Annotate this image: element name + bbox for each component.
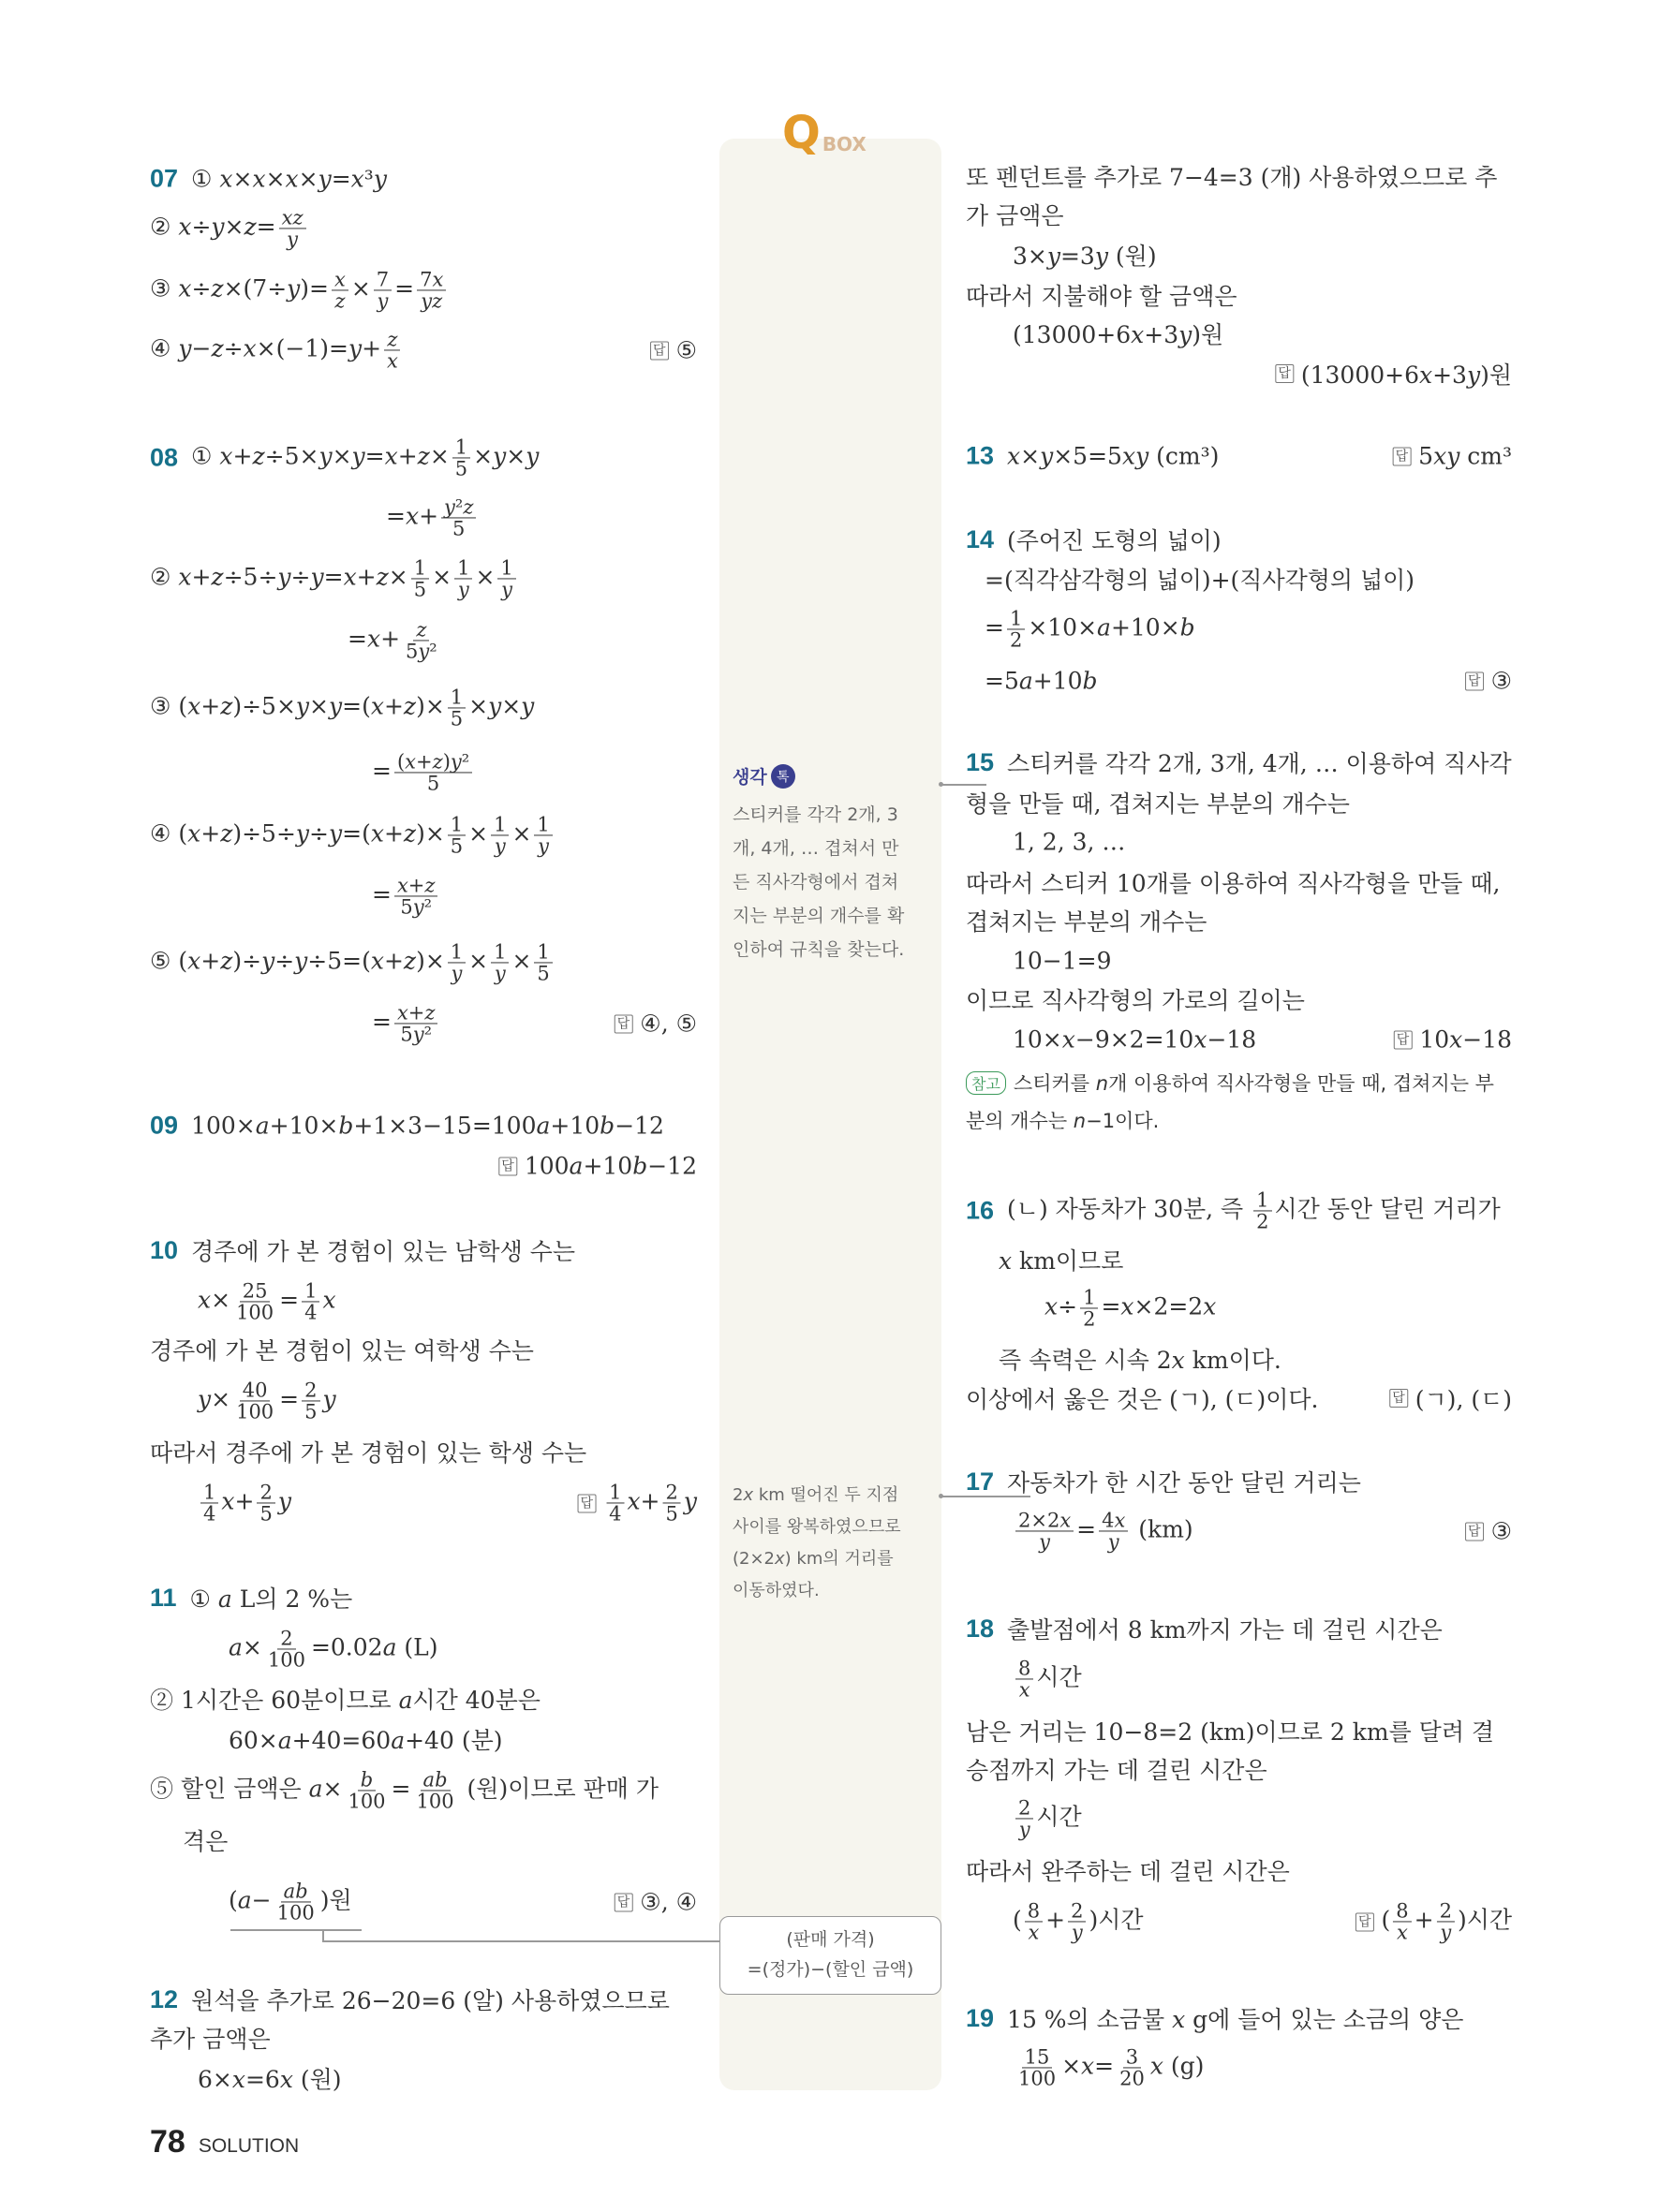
math-line: 따라서 완주하는 데 걸린 시간은 xyxy=(966,1858,1290,1885)
q19-line xyxy=(966,2001,1463,2035)
problem-number: 18 xyxy=(966,1614,995,1643)
q11-line xyxy=(229,1628,438,1670)
q16-line xyxy=(1044,1287,1216,1329)
math-line: (13000+6x+3y)원 xyxy=(1013,321,1224,348)
q12-line xyxy=(150,1983,670,2016)
answer-icon: 답 xyxy=(1465,671,1484,690)
fraction: $\frac{2}{y}$ xyxy=(1437,1900,1455,1942)
problem-number: 13 xyxy=(966,441,995,470)
fraction: $\frac{2}{5}$ xyxy=(302,1379,319,1422)
answer-icon: 답 xyxy=(615,1014,633,1033)
qbox-q-icon: Q xyxy=(782,107,821,159)
answer-icon: 답 xyxy=(498,1157,517,1175)
q11-line xyxy=(229,1880,352,1923)
q07-line xyxy=(150,207,309,249)
math-line: 이상에서 옳은 것은 (ㄱ), (ㄷ)이다. xyxy=(966,1386,1319,1413)
fraction: $\frac{z}{x}$ xyxy=(384,329,401,371)
tip-title: 생각 xyxy=(733,767,767,788)
q10-line xyxy=(198,1379,336,1422)
q12-line xyxy=(1013,238,1157,272)
problem-number: 07 xyxy=(150,164,179,193)
fraction: $\frac{1}{5}$ xyxy=(452,436,470,479)
fraction: $\frac{b}{100}$ xyxy=(348,1768,386,1813)
math-line: 100×a+10×b+1×3−15=100a+10b−12 xyxy=(191,1112,664,1140)
answer-icon: 답 xyxy=(1355,1912,1374,1931)
problem-number: 10 xyxy=(150,1235,179,1264)
q08-line xyxy=(372,875,440,917)
note-line: 2x km 떨어진 두 지점 xyxy=(733,1485,899,1505)
connector-dot xyxy=(939,1494,943,1498)
q18-line xyxy=(966,1752,1267,1786)
q10-answer xyxy=(578,1482,697,1524)
fraction: $\frac{\text{y²z}}{5}$ xyxy=(441,496,476,538)
q11-line xyxy=(183,1823,228,1857)
reference-line: 분의 개수는 n−1이다. xyxy=(966,1110,1160,1132)
q11-line xyxy=(150,1682,541,1716)
note-line: 스티커를 각각 2개, 3 xyxy=(733,804,898,825)
math-line: 추가 금액은 xyxy=(150,2026,271,2053)
q12-answer xyxy=(1275,357,1512,391)
math-line: 남은 거리는 10−8=2 (km)이므로 2 km를 달려 결 xyxy=(966,1718,1495,1746)
fraction: $\frac{x+z}{\text{5y²}}$ xyxy=(394,1002,438,1044)
fraction: $\frac{2}{5}$ xyxy=(257,1482,274,1524)
page-footer xyxy=(150,2124,299,2160)
math-line: $\frac{2}{y}$ 시간 xyxy=(1013,1797,1082,1839)
underline xyxy=(230,1929,362,1931)
problem-number: 17 xyxy=(966,1467,995,1496)
math-line: 가 금액은 xyxy=(966,202,1064,229)
fraction: $\frac{x+z}{\text{5y²}}$ xyxy=(394,875,438,917)
problem-number: 12 xyxy=(150,1984,179,2013)
fraction: $\frac{1}{4}$ xyxy=(302,1280,319,1322)
math-line: 따라서 스티커 10개를 이용하여 직사각형을 만들 때, xyxy=(966,870,1501,897)
answer-value: 100a+10b−12 xyxy=(524,1152,697,1180)
q08-line xyxy=(150,686,534,729)
note-line: (2×2x) km의 거리를 xyxy=(733,1549,894,1569)
math-line: 형을 만들 때, 겹쳐지는 부분의 개수는 xyxy=(966,790,1350,818)
fraction: $\frac{2}{5}$ xyxy=(663,1482,681,1524)
math-line: ⑤ 할인 금액은 a× $\frac{b}{100}$ = $\frac{ab}{100}$ (원)이므로 판매 가 xyxy=(150,1768,659,1813)
math-line: ① x×x×x×y=x³y xyxy=(191,165,387,193)
page-number: 78 xyxy=(150,2124,185,2160)
answer-value: $\frac{1}{4}$ x+ $\frac{2}{5}$ y xyxy=(603,1482,697,1524)
problem-number: 19 xyxy=(966,2003,995,2032)
math-line: ④ (x+z)÷5÷y÷y=(x+z)× $\frac{1}{5}$ × $\frac{1}{y}$ × $\frac{1}{y}$ xyxy=(150,814,555,856)
math-line: 격은 xyxy=(183,1828,229,1855)
answer-value: ⑤ xyxy=(675,336,697,364)
answer-value: 10x−18 xyxy=(1419,1025,1512,1054)
fraction: $\frac{1}{4}$ xyxy=(606,1482,624,1524)
fraction: $\frac{1}{y}$ xyxy=(454,557,472,599)
fraction: $\frac{15}{100}$ xyxy=(1018,2045,1057,2090)
note-line: 인하여 규칙을 찾는다. xyxy=(733,939,905,960)
answer-value: ③ xyxy=(1490,1517,1512,1545)
note-line: 이동하였다. xyxy=(733,1581,820,1600)
answer-icon: 답 xyxy=(578,1494,597,1512)
fraction: $\frac{1}{2}$ xyxy=(1007,608,1025,650)
math-line: 따라서 경주에 가 본 경험이 있는 학생 수는 xyxy=(150,1439,587,1467)
math-line: 10×x−9×2=10x−18 xyxy=(1013,1025,1257,1054)
math-line: 즉 속력은 시속 2x km이다. xyxy=(999,1347,1281,1374)
answer-icon: 답 xyxy=(1394,1030,1413,1049)
answer-value: 5xy cm³ xyxy=(1418,442,1512,470)
math-line: 자동차가 한 시간 동안 달린 거리는 xyxy=(1007,1469,1361,1497)
math-line: 승점까지 가는 데 걸린 시간은 xyxy=(966,1757,1267,1784)
fraction: $\frac{xz}{y}$ xyxy=(279,207,306,249)
q16-line xyxy=(966,1381,1319,1415)
fraction: $\frac{1}{y}$ xyxy=(491,814,509,856)
connector-line xyxy=(322,1929,324,1941)
note-line: 사이를 왕복하였으므로 xyxy=(733,1517,901,1537)
math-line: ② x+z÷5÷y÷y=x+z× $\frac{1}{5}$ × $\frac{1}{y}$ × $\frac{1}{y}$ xyxy=(150,557,519,599)
math-line: ① a L의 2 %는 xyxy=(189,1585,353,1613)
q11-answer xyxy=(615,1889,697,1916)
answer-value: ③, ④ xyxy=(640,1888,697,1916)
q08-line xyxy=(150,941,555,983)
math-line: =x+ $\frac{\text{y²z}}{5}$ xyxy=(386,496,479,538)
fraction: $\frac{\text{(x+z)y²}}{5}$ xyxy=(394,751,472,793)
q14-line xyxy=(985,562,1415,596)
q12-line xyxy=(1013,317,1223,350)
connector-line xyxy=(322,1940,719,1942)
connector-dot xyxy=(939,782,943,787)
fraction: $\frac{8}{x}$ xyxy=(1393,1900,1411,1942)
q08-answer xyxy=(615,1010,697,1038)
q18-line xyxy=(966,1853,1290,1887)
answer-value: ( $\frac{8}{x}$ + $\frac{2}{y}$ )시간 xyxy=(1381,1899,1512,1944)
answer-value: (ㄱ), (ㄷ) xyxy=(1415,1386,1512,1413)
q15-line xyxy=(966,982,1305,1016)
answer-value: ③ xyxy=(1490,667,1512,695)
problem-number: 16 xyxy=(966,1196,995,1225)
q10-line xyxy=(198,1482,291,1524)
q17-line xyxy=(1013,1510,1193,1552)
q07-line xyxy=(150,165,387,194)
price-box-line: =(정가)−(할인 금액) xyxy=(747,1959,914,1980)
math-line: ⑤ (x+z)÷y÷y÷5=(x+z)× $\frac{1}{y}$ × $\frac{1}{y}$ × $\frac{1}{5}$ xyxy=(150,941,555,983)
q10-line xyxy=(150,1333,534,1366)
q14-line xyxy=(966,523,1222,556)
q16-line xyxy=(999,1243,1123,1276)
fraction: $\frac{7}{y}$ xyxy=(374,269,392,311)
note-line: 지는 부분의 개수를 확 xyxy=(733,906,905,926)
q08-line xyxy=(348,619,443,661)
fraction: $\frac{4x}{y}$ xyxy=(1099,1510,1128,1552)
q18-answer xyxy=(1355,1900,1512,1942)
math-line: ② 1시간은 60분이므로 a시간 40분은 xyxy=(150,1687,541,1714)
q14-line xyxy=(985,608,1195,650)
q07-line xyxy=(150,269,449,311)
q16-answer xyxy=(1389,1381,1512,1415)
q13-line xyxy=(966,442,1219,471)
q15-line xyxy=(1013,1026,1256,1054)
q08-line xyxy=(150,436,539,479)
math-line: 이므로 직사각형의 가로의 길이는 xyxy=(966,987,1305,1014)
q13-answer xyxy=(1393,443,1512,470)
math-line: a× $\frac{2}{100}$ =0.02a (L) xyxy=(229,1627,438,1672)
fraction: $\frac{25}{100}$ xyxy=(236,1279,274,1324)
math-line: 10−1=9 xyxy=(1013,947,1112,975)
fraction: $\frac{2}{y}$ xyxy=(1068,1900,1086,1942)
math-line: x×y×5=5xy (cm³) xyxy=(1007,442,1220,470)
fraction: $\frac{7x}{yz}$ xyxy=(417,269,446,311)
fraction: $\frac{8}{x}$ xyxy=(1015,1658,1033,1700)
math-line: x× $\frac{25}{100}$ = $\frac{1}{4}$ x xyxy=(198,1279,336,1324)
math-line: 원석을 추가로 26−20=6 (알) 사용하였으므로 xyxy=(191,1987,670,2014)
fraction: $\frac{1}{5}$ xyxy=(411,557,429,599)
math-line: 따라서 지불해야 할 금액은 xyxy=(966,283,1237,310)
tip-note xyxy=(733,798,929,966)
math-line: =5a+10b xyxy=(985,667,1098,695)
fraction: $\frac{1}{y}$ xyxy=(491,941,509,983)
fraction: $\frac{40}{100}$ xyxy=(236,1379,274,1423)
q08-line xyxy=(372,751,475,793)
math-line: 겹쳐지는 부분의 개수는 xyxy=(966,908,1207,936)
q12-line xyxy=(966,198,1064,231)
math-line: 또 펜던트를 추가로 7−4=3 (개) 사용하였으므로 추 xyxy=(966,164,1498,191)
q18-line xyxy=(1013,1797,1082,1839)
math-line: 출발점에서 8 km까지 가는 데 걸린 시간은 xyxy=(1007,1616,1443,1644)
math-line: = $\frac{\text{(x+z)y²}}{5}$ xyxy=(372,751,475,793)
answer-icon: 답 xyxy=(615,1893,633,1911)
problem-number: 14 xyxy=(966,524,995,553)
math-line: =(직각삼각형의 넓이)+(직사각형의 넓이) xyxy=(985,567,1415,594)
q18-line xyxy=(966,1612,1443,1645)
q18-line xyxy=(1013,1658,1082,1700)
math-line: 15 %의 소금물 x g에 들어 있는 소금의 양은 xyxy=(1007,2006,1464,2033)
note-line: 든 직사각형에서 겹쳐 xyxy=(733,872,899,892)
math-line: 3×y=3y (원) xyxy=(1013,243,1157,270)
q07-line xyxy=(150,329,404,371)
fraction: $\frac{1}{2}$ xyxy=(1080,1287,1098,1329)
q18-line xyxy=(1013,1900,1144,1942)
math-line: = $\frac{x+z}{\text{5y²}}$ xyxy=(372,875,440,917)
q18-line xyxy=(966,1714,1494,1747)
fraction: $\frac{1}{5}$ xyxy=(448,814,466,856)
q15-line xyxy=(966,865,1500,899)
tip-heading xyxy=(733,763,795,789)
q12-line xyxy=(966,159,1497,193)
answer-icon: 답 xyxy=(1465,1522,1484,1541)
fraction: $\frac{1}{5}$ xyxy=(448,686,466,729)
problem-number: 15 xyxy=(966,747,995,776)
answer-value: ④, ⑤ xyxy=(640,1010,697,1038)
q09-answer xyxy=(498,1153,697,1180)
math-line: (주어진 도형의 넓이) xyxy=(1007,527,1222,554)
fraction: $\frac{x}{z}$ xyxy=(332,269,348,311)
math-line: $\frac{2\times 2x}{y}$ = $\frac{4x}{y}$ (km) xyxy=(1013,1510,1193,1552)
math-line: ( $\frac{8}{x}$ + $\frac{2}{y}$ )시간 xyxy=(1013,1899,1144,1944)
fraction: $\frac{1}{4}$ xyxy=(200,1482,218,1524)
fraction: $\frac{z}{\text{5y²}}$ xyxy=(406,618,437,663)
q11-line xyxy=(150,1581,352,1615)
math-line: y× $\frac{40}{100}$ = $\frac{2}{5}$ y xyxy=(198,1379,336,1423)
note-line: 개, 4개, … 겹쳐서 만 xyxy=(733,838,899,859)
q08-line xyxy=(150,814,555,856)
q16-line xyxy=(966,1189,1501,1231)
math-line: 스티커를 각각 2개, 3개, 4개, … 이용하여 직사각 xyxy=(1007,750,1512,777)
q11-line xyxy=(150,1769,659,1811)
problem-number: 09 xyxy=(150,1111,179,1140)
q08-line xyxy=(372,1002,440,1044)
q10-line xyxy=(198,1280,336,1322)
q11-line xyxy=(229,1722,502,1756)
price-formula-box xyxy=(719,1916,941,1995)
tip-badge-icon: 톡 xyxy=(771,764,795,789)
q08-line xyxy=(150,557,519,599)
note-17 xyxy=(733,1480,929,1607)
fraction: $\frac{1}{y}$ xyxy=(534,814,552,856)
q14-line xyxy=(985,668,1098,695)
q15-line xyxy=(966,745,1512,779)
math-line: 6×x=6x (원) xyxy=(198,2066,342,2093)
q15-reference xyxy=(966,1106,1159,1134)
q15-line xyxy=(966,786,1350,819)
price-box-line: (판매 가격) xyxy=(786,1929,875,1950)
answer-icon: 답 xyxy=(1389,1389,1408,1408)
qbox-panel xyxy=(719,139,941,2090)
q17-line xyxy=(966,1465,1361,1498)
q14-answer xyxy=(1465,668,1512,695)
q12-line xyxy=(150,2021,271,2055)
math-line: 1, 2, 3, … xyxy=(1013,828,1126,856)
q12-line xyxy=(966,278,1237,312)
q16-line xyxy=(999,1342,1281,1376)
math-line: $\frac{8}{x}$ 시간 xyxy=(1013,1658,1082,1700)
math-line: =x+ $\frac{z}{\text{5y²}}$ xyxy=(348,619,443,661)
fraction: $\frac{3}{20}$ xyxy=(1119,2045,1145,2090)
fraction: $\frac{ab}{100}$ xyxy=(276,1880,315,1924)
math-line: ③ (x+z)÷5×y×y=(x+z)× $\frac{1}{5}$ ×y×y xyxy=(150,686,535,730)
q17-answer xyxy=(1465,1518,1512,1545)
problem-number: 08 xyxy=(150,443,179,472)
fraction: $\frac{ab}{100}$ xyxy=(416,1768,454,1813)
fraction: $\frac{1}{y}$ xyxy=(448,941,466,983)
math-line: ② x÷y×z= $\frac{xz}{y}$ xyxy=(150,207,309,249)
math-line: x km이므로 xyxy=(999,1247,1124,1275)
q15-line xyxy=(1013,829,1125,856)
answer-icon: 답 xyxy=(650,341,669,360)
fraction: $\frac{2\times 2x}{y}$ xyxy=(1015,1510,1074,1552)
q19-line xyxy=(1013,2046,1204,2088)
math-line: ④ y−z÷x×(−1)=y+ $\frac{z}{x}$ xyxy=(150,329,404,371)
q09-line xyxy=(150,1112,664,1141)
q15-line xyxy=(966,904,1207,937)
math-line: ③ x÷z×(7÷y)= $\frac{x}{z}$ × $\frac{7}{y}$ = $\frac{7x}{yz}$ xyxy=(150,269,449,311)
math-line: $\frac{15}{100}$ ×x= $\frac{3}{20}$ x (g) xyxy=(1013,2046,1204,2088)
answer-icon: 답 xyxy=(1275,364,1294,383)
q07-answer xyxy=(650,337,697,364)
problem-number: 11 xyxy=(150,1583,177,1612)
math-line: (a− $\frac{ab}{100}$ )원 xyxy=(229,1880,352,1924)
fraction: $\frac{1}{2}$ xyxy=(1253,1189,1271,1231)
math-line: = $\frac{1}{2}$ ×10×a+10×b xyxy=(985,607,1195,652)
math-line: ① x+z÷5×y×y=x+z× $\frac{1}{5}$ ×y×y xyxy=(191,435,540,480)
fraction: $\frac{8}{x}$ xyxy=(1025,1900,1043,1942)
qbox-logo xyxy=(782,107,867,159)
qbox-label: BOX xyxy=(822,133,867,155)
q10-line xyxy=(150,1233,575,1267)
q15-line xyxy=(1013,948,1112,975)
answer-value: (13000+6x+3y)원 xyxy=(1300,361,1512,389)
math-line: 경주에 가 본 경험이 있는 남학생 수는 xyxy=(191,1238,575,1265)
fraction: $\frac{2}{y}$ xyxy=(1015,1797,1033,1839)
fraction: $\frac{1}{y}$ xyxy=(497,557,515,599)
math-line: 경주에 가 본 경험이 있는 여학생 수는 xyxy=(150,1337,534,1364)
math-line: $\frac{1}{4}$ x+ $\frac{2}{5}$ y xyxy=(198,1482,291,1524)
q08-line xyxy=(386,496,479,538)
q12-line xyxy=(198,2061,342,2095)
math-line: (ㄴ) 자동차가 30분, 즉 $\frac{1}{2}$ 시간 동안 달린 거리가 xyxy=(1007,1188,1501,1233)
q15-answer xyxy=(1394,1026,1512,1054)
q10-line xyxy=(150,1435,586,1468)
footer-label: SOLUTION xyxy=(198,2135,300,2157)
math-line: = $\frac{x+z}{\text{5y²}}$ xyxy=(372,1002,440,1044)
fraction: $\frac{2}{100}$ xyxy=(267,1627,305,1672)
q15-reference xyxy=(966,1069,1494,1097)
math-line: x÷ $\frac{1}{2}$ =x×2=2x xyxy=(1044,1286,1217,1331)
reference-badge: 참고 xyxy=(966,1071,1006,1095)
reference-line: 스티커를 n개 이용하여 직사각형을 만들 때, 겹쳐지는 부 xyxy=(1013,1072,1494,1095)
math-line: 60×a+40=60a+40 (분) xyxy=(229,1727,503,1754)
fraction: $\frac{1}{5}$ xyxy=(534,941,552,983)
answer-icon: 답 xyxy=(1393,447,1412,465)
